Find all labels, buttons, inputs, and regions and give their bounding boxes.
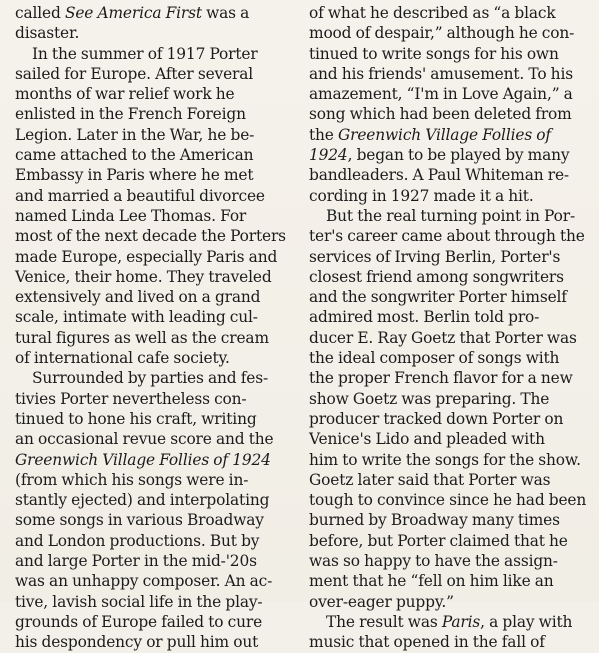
text-line: bandleaders. A Paul Whiteman re- xyxy=(309,166,569,185)
text-line: extensively and lived on a grand xyxy=(15,288,261,307)
text-line: The result was Paris, a play with xyxy=(326,612,573,631)
text-line: Venice, their home. They traveled xyxy=(15,267,272,286)
text-line: of what he described as “a black xyxy=(309,4,556,22)
text-line: song which had been deleted from xyxy=(309,105,572,124)
text-line: producer tracked down Porter on xyxy=(309,409,564,428)
text-line: music that opened in the fall of xyxy=(309,633,545,652)
italic-title: Paris xyxy=(441,612,481,631)
italic-title: 1924 xyxy=(309,146,348,165)
text-line: Legion. Later in the War, he be- xyxy=(15,125,255,144)
text-line: sailed for Europe. After several xyxy=(15,64,254,83)
text-line: disaster. xyxy=(15,24,80,43)
text-line: Venice's Lido and pleaded with xyxy=(309,430,545,449)
text-line: In the summer of 1917 Porter xyxy=(32,44,258,63)
text-line: some songs in various Broadway xyxy=(15,511,264,530)
text-line: and his friends' amusement. To his xyxy=(309,64,573,83)
right-text-column xyxy=(309,3,594,653)
text-line: tinued to hone his craft, writing xyxy=(15,409,257,428)
text-line: tive, lavish social life in the play- xyxy=(15,592,263,611)
text-line: months of war relief work he xyxy=(15,85,235,104)
text-line: was an unhappy composer. An ac- xyxy=(15,572,273,591)
text-line: the ideal composer of songs with xyxy=(309,349,560,368)
text-line: mood of despair,” although he con- xyxy=(309,24,575,43)
text-line: of international cafe society. xyxy=(15,349,230,368)
text-line: (from which his songs were in- xyxy=(15,470,249,489)
left-text-column xyxy=(15,3,301,653)
text-line: and the songwriter Porter himself xyxy=(309,288,567,307)
text-line: But the real turning point in Por- xyxy=(326,206,576,225)
text-line: stantly ejected) and interpolating xyxy=(15,491,270,510)
text-line: tural figures as well as the cream xyxy=(15,328,269,347)
text-line: tough to convince since he had been xyxy=(309,491,587,510)
text-line: burned by Broadway many times xyxy=(309,511,560,530)
text-line: before, but Porter claimed that he xyxy=(309,531,568,550)
text-line: his despondency or pull him out xyxy=(15,633,259,652)
text-line: show Goetz was preparing. The xyxy=(309,389,550,408)
text-line: Embassy in Paris where he met xyxy=(15,166,254,185)
text-line: came attached to the American xyxy=(15,146,254,165)
text-line: enlisted in the French Foreign xyxy=(15,105,246,124)
text-line: amazement, “I'm in Love Again,” a xyxy=(309,85,573,104)
text-line: made Europe, especially Paris and xyxy=(15,247,278,266)
text-line: grounds of Europe failed to cure xyxy=(15,612,263,631)
text-line: named Linda Lee Thomas. For xyxy=(15,206,247,225)
text-line: tinued to write songs for his own xyxy=(309,44,559,63)
text-line: admired most. Berlin told pro- xyxy=(309,308,540,327)
text-line: the Greenwich Village Follies of xyxy=(309,125,551,144)
text-line: an occasional revue score and the xyxy=(15,430,274,449)
text-line: services of Irving Berlin, Porter's xyxy=(309,247,561,266)
text-line: Surrounded by parties and fes- xyxy=(32,369,269,388)
text-line: ter's career came about through the xyxy=(309,227,585,246)
text-line: over-eager puppy.” xyxy=(309,592,454,611)
text-line: most of the next decade the Porters xyxy=(15,227,286,246)
text-line: him to write the songs for the show. xyxy=(309,450,581,469)
italic-title: Greenwich Village Follies of xyxy=(338,125,551,144)
text-line: 1924, began to be played by many xyxy=(309,146,570,165)
text-line: scale, intimate with leading cul- xyxy=(15,308,258,327)
text-line xyxy=(15,450,301,470)
text-line: and large Porter in the mid-'20s xyxy=(15,552,257,571)
text-line: ducer E. Ray Goetz that Porter was xyxy=(309,328,577,347)
text-line: called See America First was a xyxy=(15,4,250,22)
text-line: the proper French flavor for a new xyxy=(309,369,573,388)
text-line: cording in 1927 made it a hit. xyxy=(309,186,534,205)
text-line: and married a beautiful divorcee xyxy=(15,186,265,205)
text-line: tivies Porter nevertheless con- xyxy=(15,389,247,408)
text-line: and London productions. But by xyxy=(15,531,260,550)
text-line: Goetz later said that Porter was xyxy=(309,470,551,489)
text-line: was so happy to have the assign- xyxy=(309,552,558,571)
text-line: ment that he “fell on him like an xyxy=(309,572,554,591)
italic-title: See America First xyxy=(64,4,202,22)
italic-title: Greenwich Village Follies of 1924 xyxy=(15,450,271,469)
text-line: closest friend among songwriters xyxy=(309,267,564,286)
